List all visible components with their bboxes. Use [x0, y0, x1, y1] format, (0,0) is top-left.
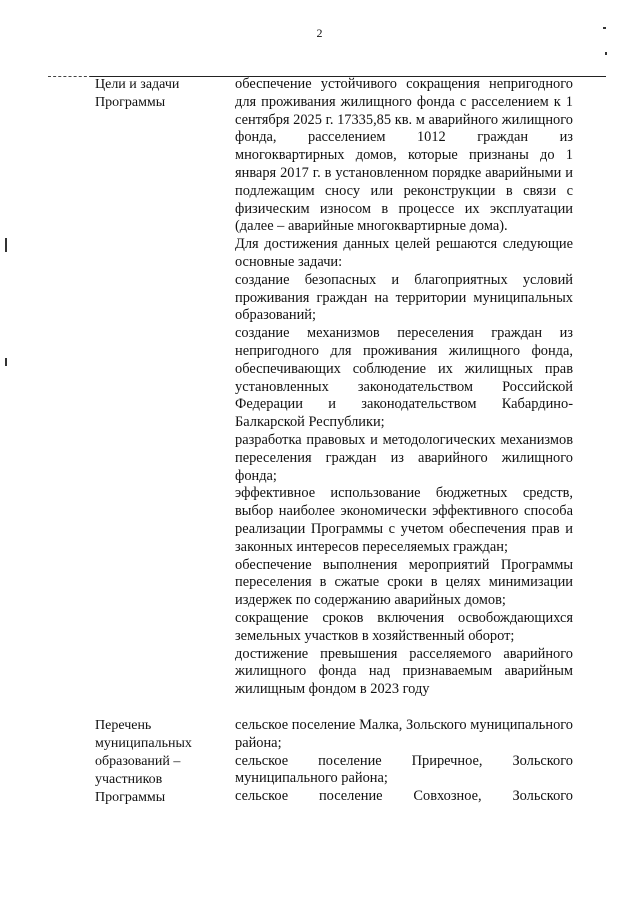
paragraph-goal: обеспечение устойчивого сокращения непригодного для проживания жилищного фонда с расселением к 1 сентября 2025 г. 17335,85 кв. м аварийного жилищного фонда, расселением 1012 граждан из многоквартирных домов, которые признаны до 1 января 2017 г. в установленном порядке аварийными и подлежащим сносу или реконструкции в связи с физическим износом в процессе их эксплуатации (далее – аварийные многоквартирные дома). — [235, 76, 573, 235]
label-line: муниципальных — [95, 736, 192, 751]
label-line: Программы — [95, 790, 166, 805]
scan-speck — [603, 27, 606, 29]
paragraph-participant: сельское поселение Совхозное, Зольского — [235, 788, 573, 805]
paragraph-task: разработка правовых и методологических механизмов переселения граждан из аварийного жилищного фонда; — [235, 431, 573, 484]
scan-speck — [5, 358, 7, 366]
label-line: образований – — [95, 754, 181, 769]
paragraph-participant: сельское поселение Приречное, Зольского муниципального района; — [235, 752, 573, 787]
page-number: 2 — [316, 26, 323, 40]
scan-speck — [5, 238, 7, 252]
paragraph-tasks-intro: Для достижения данных целей решаются следующие основные задачи: — [235, 236, 573, 270]
paragraph-task: создание безопасных и благоприятных условий проживания граждан на территории муниципальных образований; — [235, 271, 573, 324]
label-line: Цели и задачи — [95, 77, 180, 92]
label-line: Перечень — [95, 718, 152, 733]
table-top-border-left — [48, 76, 92, 77]
paragraph-participant: сельское поселение Малка, Зольского муниципального района; — [235, 717, 573, 751]
scan-speck — [605, 52, 607, 55]
paragraph-task: сокращение сроков включения освобождающихся земельных участков в хозяйственный оборот; — [235, 609, 573, 644]
label-line: Программы — [95, 95, 166, 110]
label-line: участников — [95, 772, 163, 787]
row-label-participants — [95, 717, 220, 807]
paragraph-task: эффективное использование бюджетных средств, выбор наиболее экономически эффективного способа реализации Программы с учетом обеспечения прав и законных интересов переселяемых граждан; — [235, 485, 573, 555]
paragraph-task: достижение превышения расселяемого аварийного жилищного фонда над признаваемым аварийным жилищным фондом в 2023 году — [235, 645, 573, 698]
row-content-participants — [235, 717, 573, 806]
paragraph-task: обеспечение выполнения мероприятий Программы переселения в сжатые сроки в целях минимизации издержек по содержанию аварийных домов; — [235, 556, 573, 609]
row-label-goals — [95, 76, 220, 112]
row-content-goals — [235, 76, 573, 699]
paragraph-task: создание механизмов переселения граждан из непригодного для проживания жилищного фонда, обеспечивающих соблюдение их жилищных прав установленных законодательством Российской Федерации и законодательством Кабардино-Балкарской Республики; — [235, 325, 573, 431]
